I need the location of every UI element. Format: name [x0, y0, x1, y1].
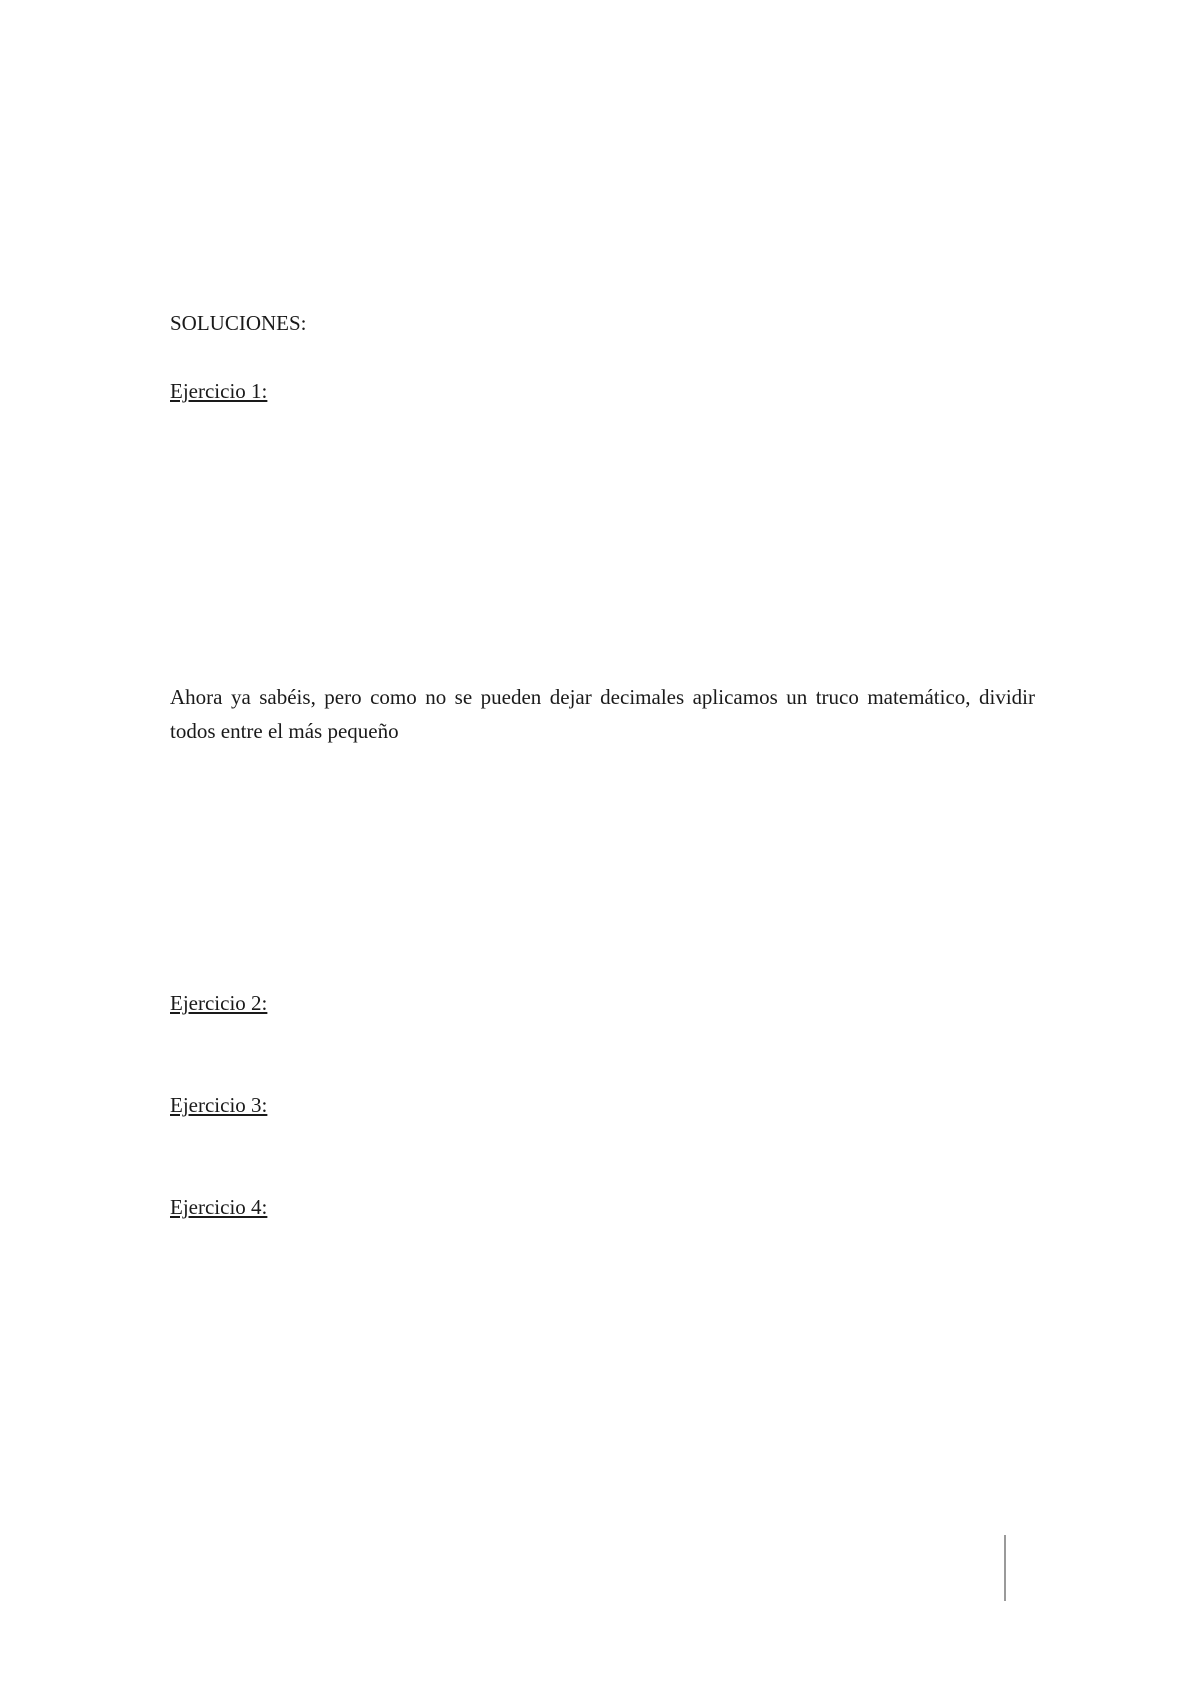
page-margin-rule — [1004, 1535, 1006, 1601]
exercise-1-paragraph: Ahora ya sabéis, pero como no se pueden dejar decimales aplicamos un truco matemático, dividir todos entre el más pequeño — [170, 685, 1041, 743]
exercise-2-line — [170, 1020, 1035, 1054]
exercise-4-paragraph — [170, 1360, 1035, 1394]
exercise-1-line — [170, 476, 1035, 510]
exercise-1-line — [170, 442, 1035, 476]
exercise-2-heading: Ejercicio 2: — [170, 991, 268, 1015]
exercise-4-line — [170, 1258, 1035, 1292]
exercise-1-line — [170, 408, 1035, 442]
exercise-4-result — [170, 1394, 1035, 1428]
exercise-3-heading: Ejercicio 3: — [170, 1093, 268, 1117]
exercise-1-ratio — [170, 816, 1035, 850]
exercise-1-line — [170, 578, 1035, 612]
exercise-1-heading: Ejercicio 1: — [170, 379, 268, 403]
exercise-1-line — [170, 646, 1035, 680]
exercise-1-line — [170, 612, 1035, 646]
exercise-4-line — [170, 1326, 1035, 1360]
exercise-1-ratio — [170, 782, 1035, 816]
exercise-4-heading: Ejercicio 4: — [170, 1195, 268, 1219]
document-body — [170, 306, 1041, 1428]
exercise-1-conclusion — [170, 884, 1035, 918]
exercise-1-formula — [170, 918, 1035, 952]
exercise-4-line — [170, 1224, 1035, 1258]
exercise-4-line — [170, 1292, 1035, 1326]
document-title: SOLUCIONES: — [170, 311, 307, 335]
exercise-3-line — [170, 1122, 1035, 1156]
